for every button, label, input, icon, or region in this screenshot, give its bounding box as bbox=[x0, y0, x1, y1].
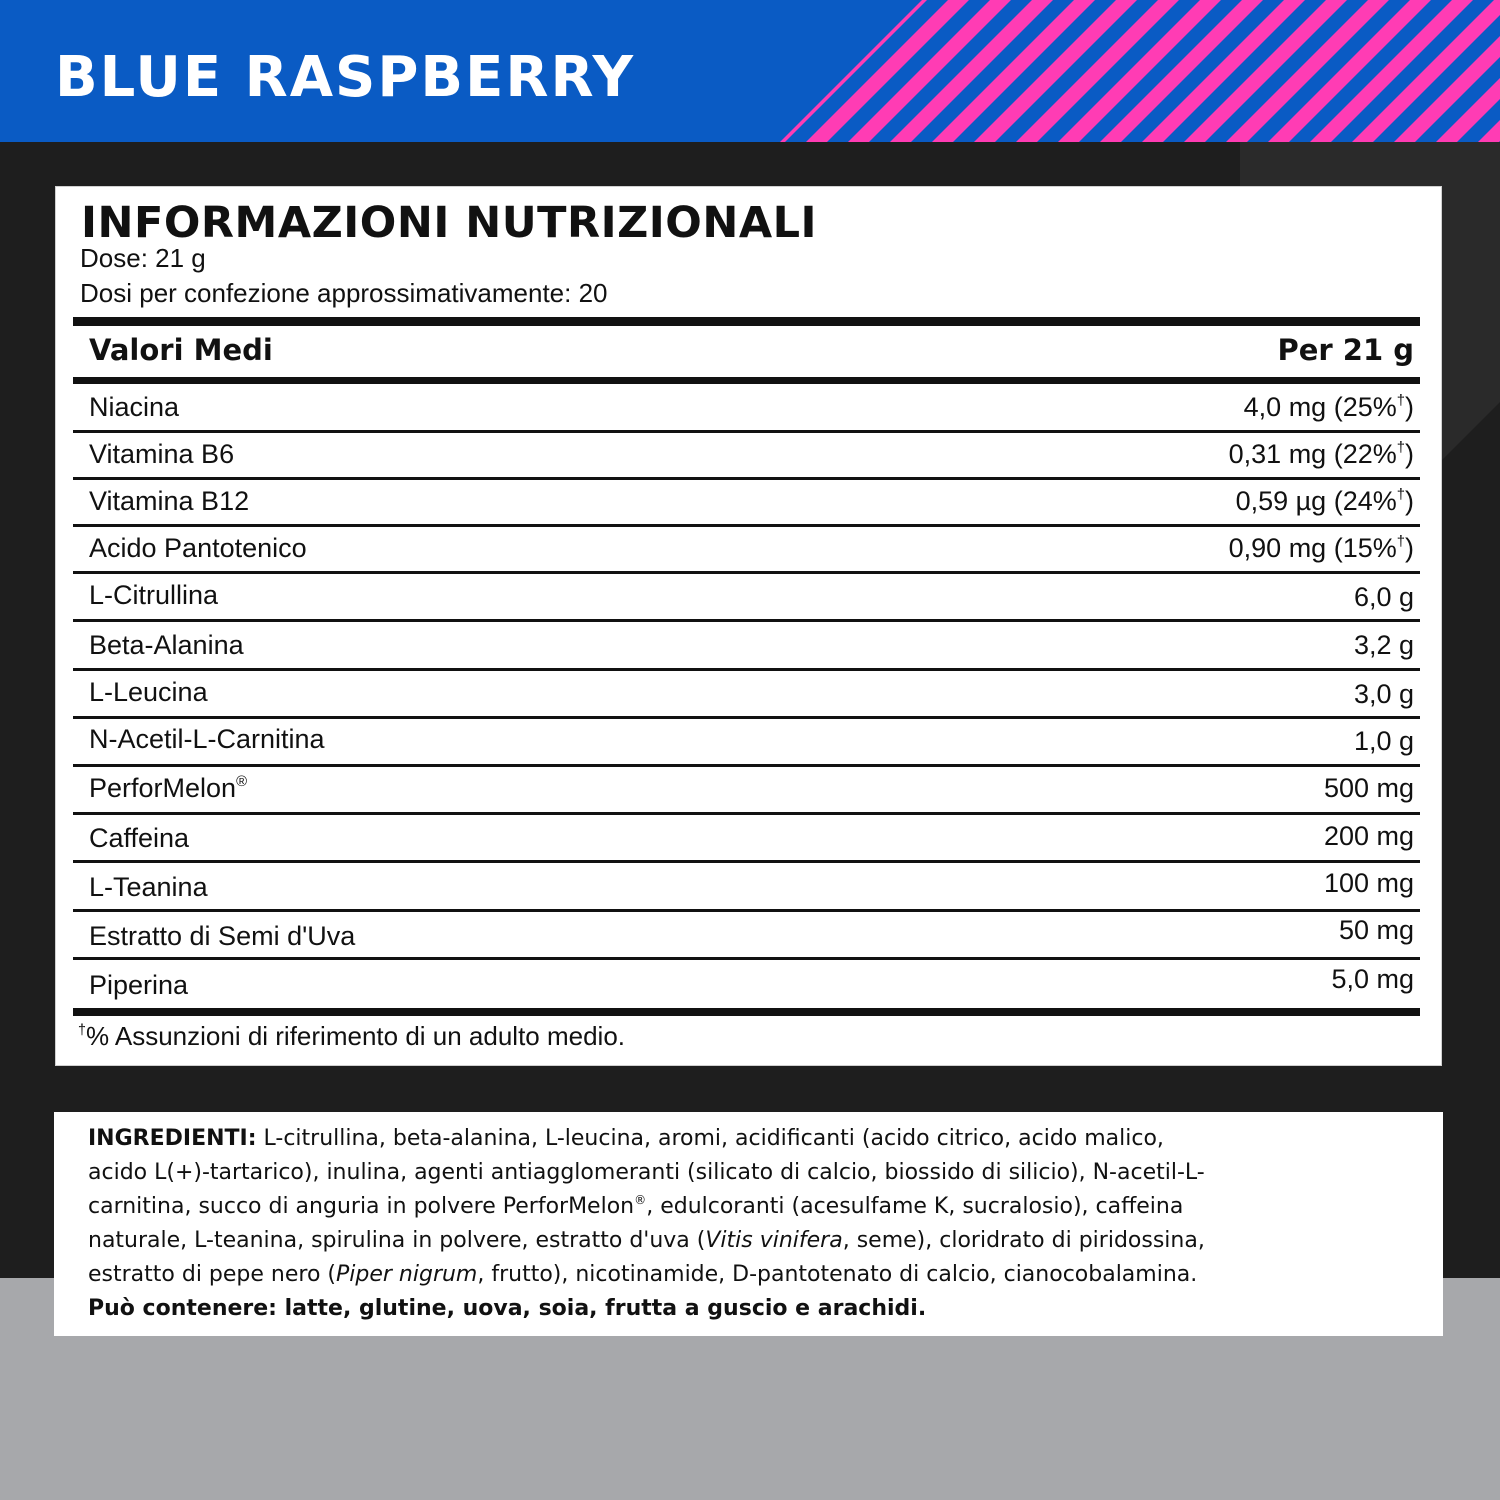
nutrient-value: 100 mg bbox=[1323, 868, 1414, 898]
nutrient-value: 0,59 µg (24%†) bbox=[1235, 486, 1414, 516]
column-header-right: Per 21 g bbox=[1277, 333, 1414, 367]
table-row bbox=[73, 719, 1420, 767]
table-row bbox=[73, 433, 1420, 480]
nutrient-value: 1,0 g bbox=[1353, 726, 1414, 756]
table-row bbox=[73, 863, 1420, 912]
dose-text: Dose: 21 g bbox=[80, 243, 206, 273]
table-top-rule bbox=[73, 317, 1420, 326]
allergen-warning: Può contenere: latte, glutine, uova, soia, frutta a guscio e arachidi. bbox=[88, 1296, 927, 1321]
table-row bbox=[73, 767, 1420, 815]
flavor-title: BLUE RASPBERRY bbox=[55, 45, 636, 110]
nutrient-name: Acido Pantotenico bbox=[89, 533, 307, 563]
table-row bbox=[73, 671, 1420, 719]
diagonal-stripes-decoration bbox=[780, 0, 1500, 142]
stripe bbox=[780, 0, 927, 142]
nutrient-value: 5,0 mg bbox=[1331, 964, 1414, 994]
nutrient-value: 500 mg bbox=[1323, 773, 1414, 803]
nutrient-name: Beta-Alanina bbox=[89, 630, 244, 660]
flavor-banner bbox=[0, 0, 1500, 142]
ingredients-panel bbox=[54, 1112, 1443, 1336]
table-header bbox=[73, 326, 1420, 372]
nutrient-name: Piperina bbox=[89, 970, 189, 1000]
nutrient-name: Vitamina B12 bbox=[89, 486, 250, 516]
nutrient-value: 50 mg bbox=[1338, 915, 1414, 945]
nutrient-name: N-Acetil-L-Carnitina bbox=[89, 724, 325, 754]
table-row bbox=[73, 960, 1420, 1010]
nutrient-name: L-Leucina bbox=[89, 677, 208, 707]
nutrient-value: 0,90 mg (15%†) bbox=[1228, 533, 1414, 563]
table-row bbox=[73, 912, 1420, 960]
table-row bbox=[73, 622, 1420, 671]
table-row bbox=[73, 574, 1420, 622]
nutrient-name: L-Citrullina bbox=[89, 580, 219, 610]
table-row bbox=[73, 480, 1420, 527]
table-row bbox=[73, 815, 1420, 863]
nutrient-name: PerforMelon® bbox=[89, 773, 248, 803]
column-header-left: Valori Medi bbox=[89, 333, 273, 367]
nutrient-value: 3,2 g bbox=[1353, 630, 1414, 660]
reference-intake-footnote: †% Assunzioni di riferimento di un adulto medio. bbox=[78, 1021, 626, 1051]
table-row bbox=[73, 527, 1420, 574]
table-row bbox=[73, 386, 1420, 433]
nutrient-value: 200 mg bbox=[1323, 821, 1414, 851]
nutrient-name: L-Teanina bbox=[89, 872, 208, 902]
nutrient-name: Vitamina B6 bbox=[89, 439, 235, 469]
header-rule bbox=[73, 377, 1420, 384]
nutrient-name: Niacina bbox=[89, 392, 180, 422]
stripe bbox=[780, 0, 801, 142]
nutrient-name: Caffeina bbox=[89, 823, 190, 853]
nutrient-value: 0,31 mg (22%†) bbox=[1228, 439, 1414, 469]
nutrient-name: Estratto di Semi d'Uva bbox=[89, 921, 356, 951]
ingredients-label: INGREDIENTI: bbox=[88, 1126, 257, 1151]
nutrient-value: 6,0 g bbox=[1353, 582, 1414, 612]
ingredients-text: INGREDIENTI: L-citrullina, beta-alanina, L-leucina, aromi, acidificanti (acido citrico, acido malico, acido L(+)-tartarico), inulina, agenti antiagglomeranti (silicato di calcio, biossido di silicio), N-acetil-L- carnitina, succo di anguria in polvere PerforMelon®, edulcoranti (acesulfame K, sucralosio), caffeina naturale, L-teanina, spirulina in polvere, estratto d'uva (Vitis vinifera, seme), cloridrato di piridossina, estratto di pepe nero (Piper nigrum, frutto), nicotinamide, D-pantotenato di calcio, cianocobalamina. Può contenere: latte, glutine, uova, soia, frutta a guscio e arachidi. bbox=[88, 1126, 1205, 1321]
table-bottom-rule bbox=[73, 1008, 1420, 1016]
nutrition-panel bbox=[55, 186, 1442, 1066]
servings-text: Dosi per confezione approssimativamente: 20 bbox=[80, 278, 608, 308]
nutrition-title: INFORMAZIONI NUTRIZIONALI bbox=[81, 198, 818, 248]
nutrient-value: 4,0 mg (25%†) bbox=[1243, 392, 1414, 422]
nutrient-value: 3,0 g bbox=[1353, 679, 1414, 709]
